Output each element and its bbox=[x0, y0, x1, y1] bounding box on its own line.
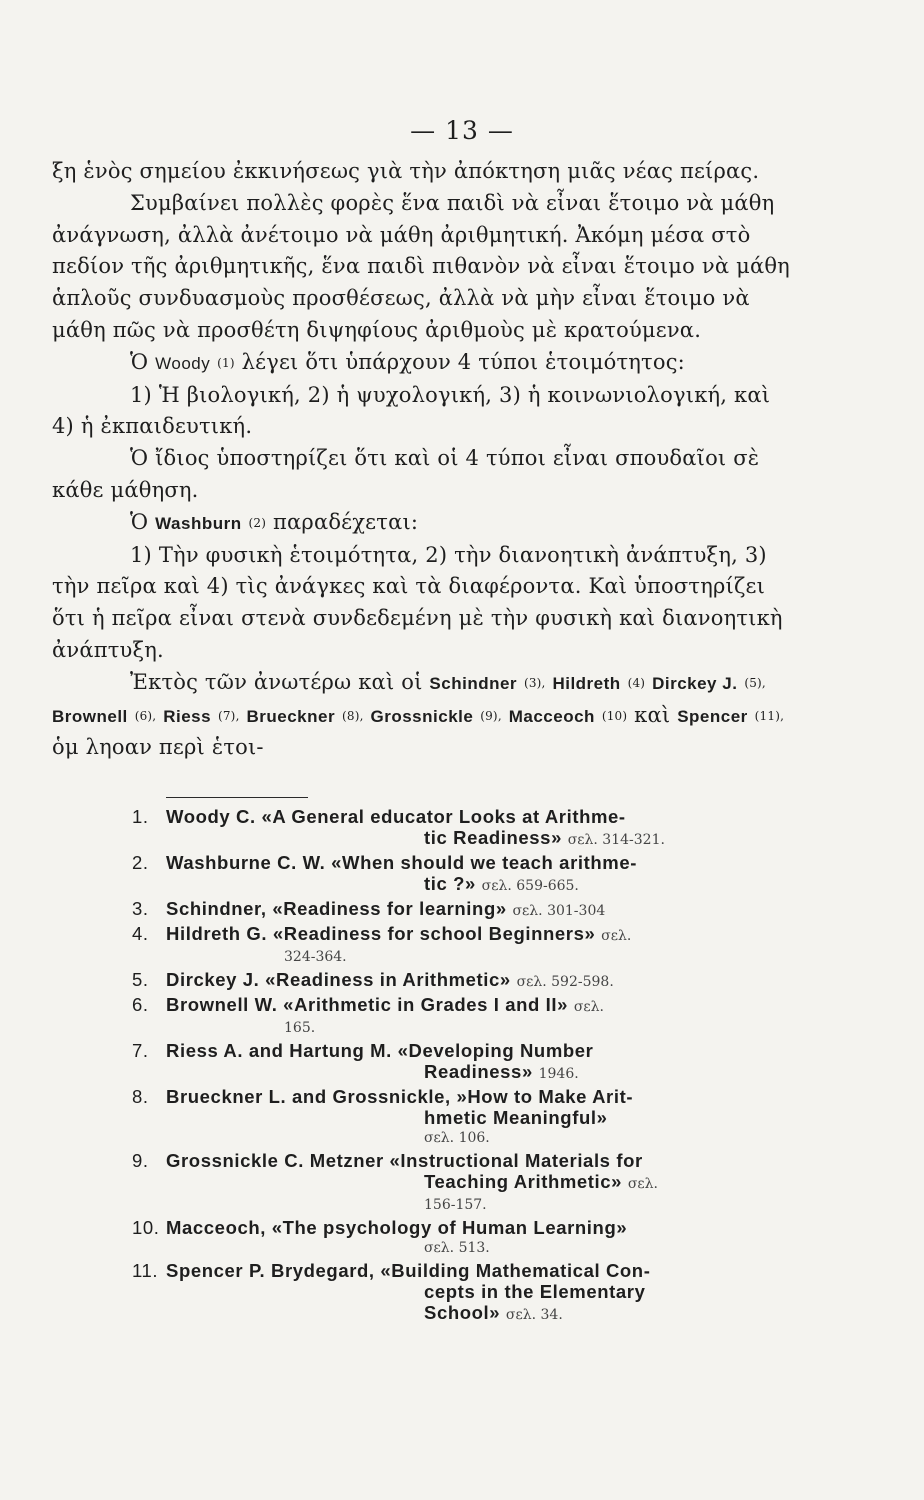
footnote-ref: (9), bbox=[480, 708, 502, 723]
footnote-ref: (7), bbox=[217, 708, 240, 723]
footnote-pages: σελ. 592-598. bbox=[516, 974, 614, 990]
footnote-continuation bbox=[166, 1171, 792, 1195]
footnote-9 bbox=[132, 1150, 792, 1216]
footnote-text: Grossnickle C. Metzner «Instructional Materials for bbox=[166, 1150, 643, 1171]
text-segment: Ὁ bbox=[130, 349, 149, 374]
footnote-text: School» bbox=[424, 1302, 501, 1323]
footnote-pages: σελ. bbox=[573, 999, 604, 1015]
text-segment: Ὁ bbox=[130, 509, 149, 534]
footnote-ref: (11), bbox=[754, 708, 785, 723]
footnote-11 bbox=[132, 1260, 792, 1326]
footnote-text: Macceoch, «The psychology of Human Learning» bbox=[166, 1217, 628, 1238]
footnote-continuation: hmetic Meaningful» bbox=[424, 1107, 608, 1128]
page-number: — 13 — bbox=[410, 116, 514, 145]
footnote-text: Schindner, «Readiness for learning» bbox=[166, 898, 507, 919]
footnote-continuation bbox=[166, 1302, 792, 1326]
author-name: Brueckner bbox=[246, 706, 336, 726]
footnote-text: Hildreth G. «Readiness for school Beginners» bbox=[166, 923, 596, 944]
paragraph-same: Ὁ ἴδιος ὑποστηρίζει ὅτι καὶ οἱ 4 τύποι εἶναι σπουδαῖοι σὲ κάθε μάθηση. bbox=[52, 446, 760, 502]
footnote-1 bbox=[132, 806, 792, 851]
footnote-4 bbox=[132, 923, 792, 968]
footnote-text: Woody C. «A General educator Looks at Arithme- bbox=[166, 806, 626, 827]
author-name: Brownell bbox=[52, 706, 128, 726]
paragraph-types-list: 1) Ἡ βιολογική, 2) ἡ ψυχολογική, 3) ἡ κοινωνιολογική, καὶ 4) ἡ ἐκπαιδευτική. bbox=[52, 382, 771, 439]
footnote-number: 1. bbox=[132, 806, 149, 827]
paragraph-washburn-list: 1) Τὴν φυσικὴ ἑτοιμότητα, 2) τὴν διανοητικὴ ἀνάπτυξη, 3) τὴν πεῖρα καὶ 4) τὶς ἀνάγκες καὶ τὰ διαφέροντα. Καὶ ὑποστηρίζει ὅτι ἡ πεῖρα εἶναι στενὰ συνδεδεμένη μὲ τὴν φυσικὴ καὶ διανοητικὴ ἀνάπτυξη. bbox=[52, 542, 783, 662]
footnote-ref: (3), bbox=[523, 675, 546, 690]
author-name: Riess bbox=[163, 706, 212, 726]
paragraph-woody bbox=[52, 347, 792, 380]
footnote-continuation bbox=[166, 1061, 792, 1085]
text-segment: Ἐκτὸς τῶν ἀνωτέρω καὶ οἱ bbox=[130, 669, 423, 694]
text-segment: παραδέχεται: bbox=[273, 509, 419, 534]
footnote-pages: σελ. 314-321. bbox=[567, 832, 665, 848]
text-segment: λέγει ὅτι ὑπάρχουν 4 τύποι ἑτοιμότητος: bbox=[241, 349, 685, 374]
footnote-2 bbox=[132, 852, 792, 897]
footnote-text: Spencer P. Brydegard, «Building Mathematical Con- bbox=[166, 1260, 651, 1281]
footnote-text: Riess A. and Hartung M. «Developing Number bbox=[166, 1040, 594, 1061]
footnote-ref: (10) bbox=[601, 708, 628, 723]
footnote-pages: 165. bbox=[284, 1020, 316, 1036]
author-name: Woody bbox=[155, 353, 211, 373]
footnote-text: Dirckey J. «Readiness in Arithmetic» bbox=[166, 969, 511, 990]
footnote-pages: σελ. 106. bbox=[424, 1130, 490, 1146]
footnote-pages: σελ. 659-665. bbox=[481, 878, 579, 894]
footnote-number: 10. bbox=[132, 1217, 160, 1238]
footnote-text: Readiness» bbox=[424, 1061, 533, 1082]
footnote-number: 6. bbox=[132, 994, 149, 1015]
footnote-pages: σελ. bbox=[601, 928, 632, 944]
paragraph-others bbox=[52, 667, 792, 764]
footnote-number: 7. bbox=[132, 1040, 149, 1061]
footnote-number: 2. bbox=[132, 852, 149, 873]
footnote-ref: (4) bbox=[627, 675, 646, 690]
footnote-ref: (8), bbox=[341, 708, 364, 723]
footnote-ref: (5), bbox=[744, 675, 766, 690]
footnote-text: Teaching Arithmetic» bbox=[424, 1171, 623, 1192]
footnote-10 bbox=[132, 1217, 792, 1259]
footnote-continuation bbox=[166, 827, 792, 851]
footnote-ref: (6), bbox=[134, 708, 157, 723]
footnote-number: 8. bbox=[132, 1086, 149, 1107]
footnote-pages: 324-364. bbox=[284, 949, 347, 965]
footnote-7 bbox=[132, 1040, 792, 1085]
footnote-text: tic Readiness» bbox=[424, 827, 562, 848]
footnote-text: Brueckner L. and Grossnickle, »How to Make Arit- bbox=[166, 1086, 634, 1107]
paragraph-readiness: Συμβαίνει πολλὲς φορὲς ἕνα παιδὶ νὰ εἶναι ἕτοιμο νὰ μάθη ἀνάγνωση, ἀλλὰ ἀνέτοιμο νὰ μάθη ἀριθμητική. Ἀκόμη μέσα στὸ πεδίον τῆς ἀριθμητικῆς, ἕνα παιδὶ πιθανὸν νὰ εἶναι ἕτοιμο νὰ μάθη ἁπλοῦς συνδυασμοὺς προσθέσεως, ἀλλὰ νὰ μὴν εἶναι ἕτοιμο νὰ μάθη πῶς νὰ προσθέτη διψηφίους ἀριθμοὺς μὲ κρατούμενα. bbox=[52, 190, 790, 342]
paragraph-continuation: ξη ἑνὸς σημείου ἐκκινήσεως γιὰ τὴν ἀπόκτηση μιᾶς νέας πείρας. bbox=[52, 159, 760, 183]
author-name: Dirckey J. bbox=[652, 673, 738, 693]
text-segment: ὁμ ληοαν περὶ ἑτοι- bbox=[52, 735, 264, 760]
footnote-ref: (1) bbox=[217, 355, 235, 370]
body-text bbox=[52, 156, 792, 764]
footnote-continuation bbox=[166, 873, 792, 897]
footnote-ref: (2) bbox=[248, 515, 267, 530]
footnote-number: 9. bbox=[132, 1150, 149, 1171]
footnote-divider bbox=[166, 797, 308, 798]
text-segment: καὶ bbox=[634, 702, 671, 727]
author-name: Grossnickle bbox=[370, 706, 474, 726]
footnote-text: Brownell W. «Arithmetic in Grades I and II» bbox=[166, 994, 569, 1015]
author-name: Schindner bbox=[429, 673, 518, 693]
footnote-6 bbox=[132, 994, 792, 1039]
footnote-pages: σελ. 34. bbox=[505, 1307, 563, 1323]
footnote-5 bbox=[132, 969, 792, 993]
footnote-continuation: cepts in the Elementary bbox=[424, 1281, 646, 1302]
footnote-pages: σελ. bbox=[627, 1176, 658, 1192]
footnote-3 bbox=[132, 898, 792, 922]
footnote-number: 11. bbox=[132, 1260, 159, 1281]
author-name: Macceoch bbox=[508, 706, 595, 726]
footnote-number: 3. bbox=[132, 898, 149, 919]
footnote-text: Washburne C. W. «When should we teach arithme- bbox=[166, 852, 637, 873]
footnote-pages: 156-157. bbox=[424, 1197, 487, 1213]
footnote-text: tic ?» bbox=[424, 873, 476, 894]
footnote-pages: 1946. bbox=[538, 1066, 579, 1082]
footnote-number: 5. bbox=[132, 969, 149, 990]
footnote-pages: σελ. 513. bbox=[424, 1240, 490, 1256]
author-name: Washburn bbox=[155, 513, 242, 533]
author-name: Spencer bbox=[677, 706, 748, 726]
author-name: Hildreth bbox=[552, 673, 621, 693]
footnote-pages: σελ. 301-304 bbox=[512, 903, 606, 919]
footnote-8 bbox=[132, 1086, 792, 1149]
paragraph-washburn bbox=[52, 507, 792, 540]
footnotes bbox=[132, 806, 792, 1327]
footnote-number: 4. bbox=[132, 923, 149, 944]
